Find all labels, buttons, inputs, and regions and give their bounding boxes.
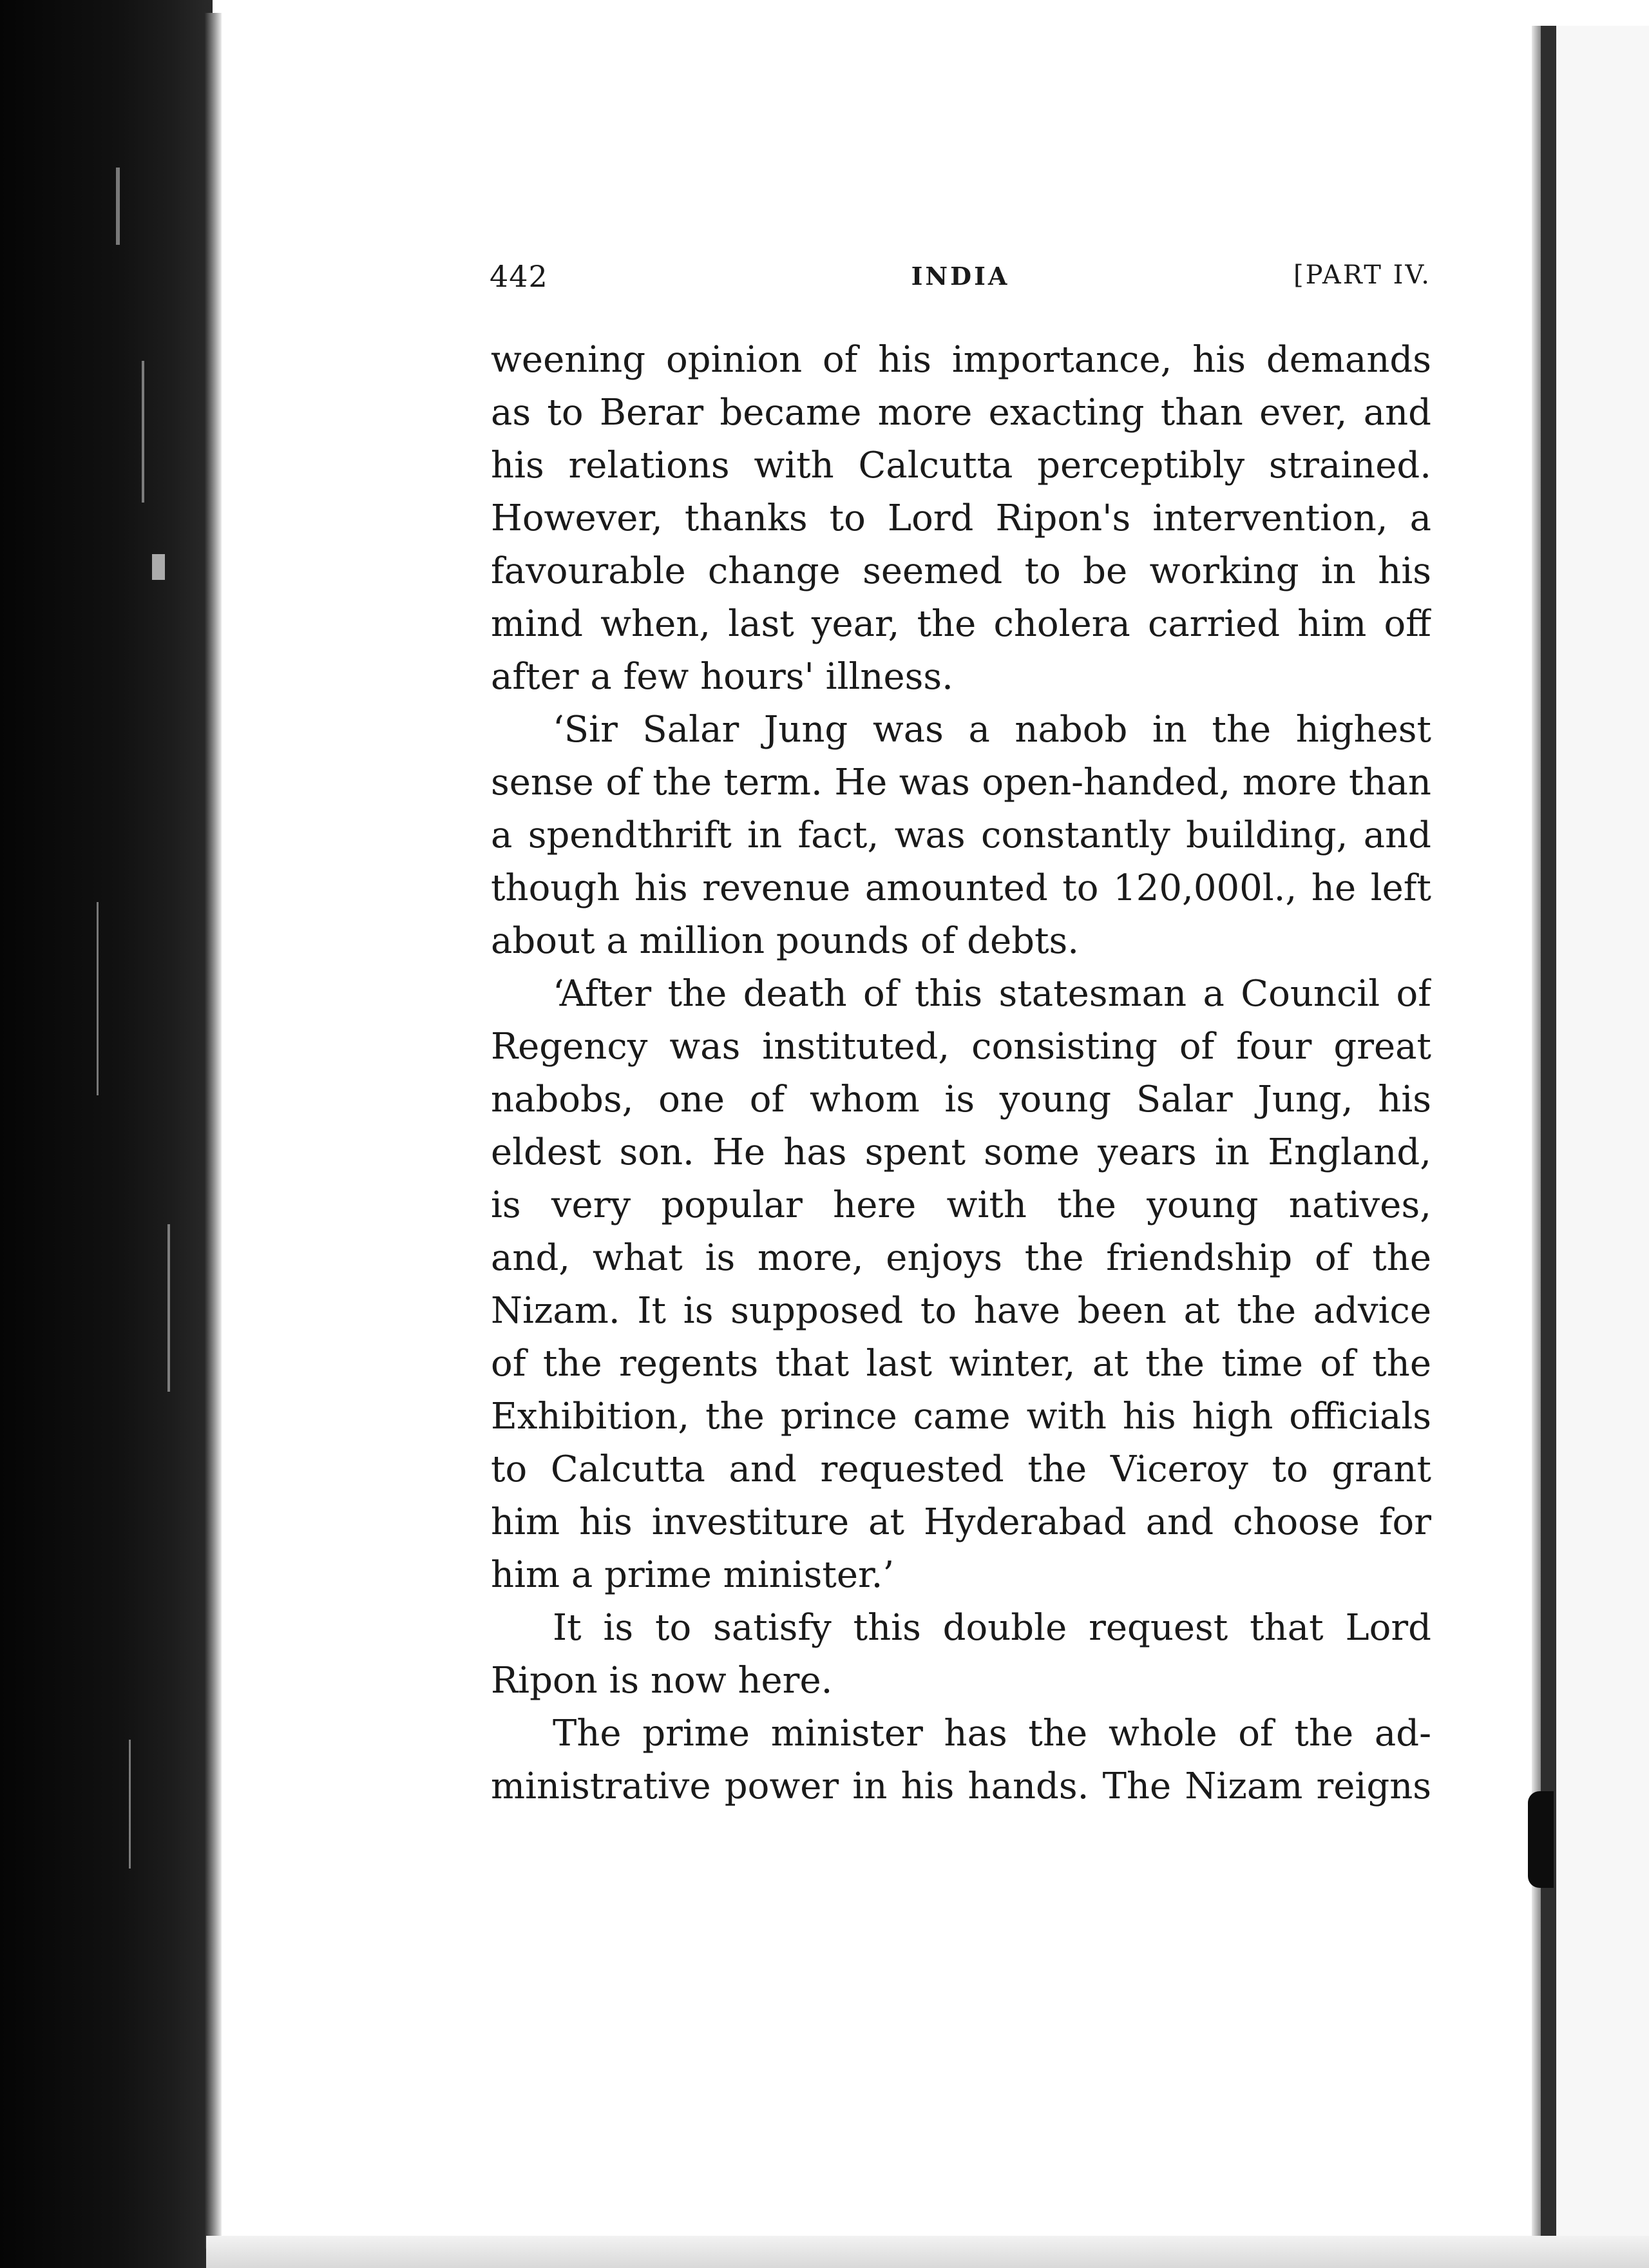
text-line: his relations with Calcutta perceptibly strained. (491, 445, 1431, 486)
text-line: mind when, last year, the cholera carried him off (491, 603, 1431, 645)
text-line: as to Berar became more exacting than ever, and (491, 392, 1431, 434)
page-number: 442 (490, 259, 548, 294)
text-line: and, what is more, enjoys the friendship of the (491, 1237, 1431, 1279)
next-leaf (1556, 26, 1649, 2242)
text-line: ‘Sir Salar Jung was a nabob in the highest (553, 709, 1431, 751)
text-line: though his revenue amounted to 120,000l., he left (491, 867, 1431, 909)
text-line: nabobs, one of whom is young Salar Jung, his (491, 1079, 1431, 1120)
body-text (491, 334, 1431, 1813)
text-line: him a prime minister.’ (491, 1554, 895, 1596)
running-head (490, 259, 1431, 304)
page-right-edge (1532, 26, 1541, 2236)
text-line: eldest son. He has spent some years in England, (491, 1131, 1431, 1173)
text-line: him his investiture at Hyderabad and choose for (491, 1501, 1431, 1543)
text-line: after a few hours' illness. (491, 656, 953, 698)
next-leaf-edge (1541, 26, 1556, 2242)
spine-scratch (152, 554, 165, 580)
page-gutter-shadow (205, 13, 222, 2249)
text-line: However, thanks to Lord Ripon's intervention, a (491, 497, 1431, 539)
book-spine (0, 0, 213, 2268)
page-bottom-edge (206, 2236, 1649, 2268)
text-line: Nizam. It is supposed to have been at the advice (491, 1290, 1431, 1332)
text-line: is very popular here with the young natives, (491, 1184, 1431, 1226)
text-line: Regency was instituted, consisting of four great (491, 1026, 1431, 1068)
running-title: INDIA (911, 262, 1010, 291)
text-line: to Calcutta and requested the Viceroy to grant (491, 1448, 1431, 1490)
text-line: about a million pounds of debts. (491, 920, 1080, 962)
text-line: Exhibition, the prince came with his high officials (491, 1396, 1431, 1437)
text-line: sense of the term. He was open-handed, more than (491, 762, 1431, 803)
spine-scratch (116, 168, 120, 245)
text-line: weening opinion of his importance, his demands (491, 339, 1431, 381)
text-line: ministrative power in his hands. The Nizam reigns (491, 1765, 1431, 1807)
text-line: favourable change seemed to be working in his (491, 550, 1431, 592)
spine-scratch (97, 902, 99, 1095)
spine-scratch (167, 1224, 170, 1392)
running-part: [PART IV. (1293, 260, 1431, 290)
text-line: The prime minister has the whole of the ad- (553, 1713, 1431, 1754)
spine-scratch (129, 1740, 131, 1869)
text-line: ‘After the death of this statesman a Council of (553, 973, 1431, 1015)
text-line: a spendthrift in fact, was constantly building, and (491, 814, 1431, 856)
text-line: Ripon is now here. (491, 1660, 833, 1702)
text-line: It is to satisfy this double request that Lord (553, 1607, 1431, 1649)
spine-scratch (142, 361, 144, 503)
page-tab-mark (1528, 1791, 1554, 1888)
text-line: of the regents that last winter, at the time of the (491, 1343, 1431, 1385)
